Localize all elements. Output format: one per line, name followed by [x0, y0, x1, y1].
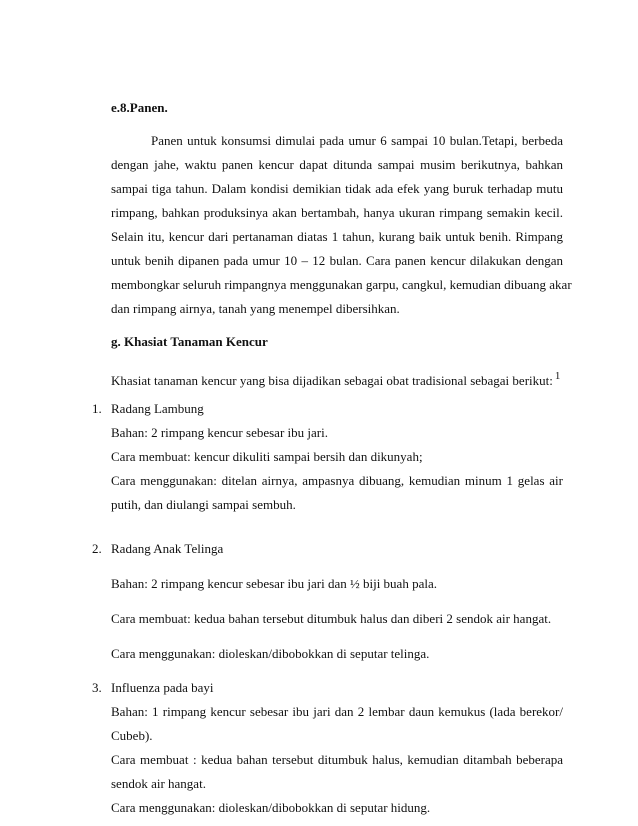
list-item-line: Cara membuat: kedua bahan tersebut ditumbuk halus dan diberi 2 sendok air hangat.	[111, 611, 552, 626]
paragraph-line: Panen untuk konsumsi dimulai pada umur 6 sampai 10 bulan.Tetapi, berbeda	[151, 133, 563, 148]
footnote-marker: 1	[554, 370, 561, 382]
paragraph-line: untuk benih dipanen pada umur 10 – 12 bulan. Cara panen kencur dilakukan dengan	[111, 253, 563, 268]
paragraph-line: sampai tiga tahun. Dalam kondisi demikian tidak ada efek yang buruk terhadap mutu	[111, 181, 563, 196]
section-heading-khasiat: g. Khasiat Tanaman Kencur	[111, 334, 268, 349]
list-item-title: Radang Anak Telinga	[111, 541, 224, 556]
list-number: 2.	[92, 541, 102, 556]
paragraph-line: dengan jahe, waktu panen kencur dapat ditunda sampai musim berikutnya, bahkan	[111, 157, 563, 172]
list-item-line: Cara membuat: kencur dikuliti sampai bersih dan dikunyah;	[111, 449, 423, 464]
list-item-line: sendok air hangat.	[111, 776, 206, 791]
list-item-title: Influenza pada bayi	[111, 680, 214, 695]
list-item-line: Bahan: 1 rimpang kencur sebesar ibu jari dan 2 lembar daun kemukus (lada berekor/	[111, 704, 563, 719]
intro-line	[111, 368, 560, 389]
list-item-line: Cubeb).	[111, 728, 153, 743]
list-item-line: Cara menggunakan: dioleskan/dibobokkan di seputar telinga.	[111, 646, 430, 661]
list-item-line: putih, dan diulangi sampai sembuh.	[111, 497, 296, 512]
paragraph-line: rimpang, bahkan produksinya akan bertambah, hanya ukuran rimpang semakin kecil.	[111, 205, 563, 220]
section-heading-panen: e.8.Panen.	[111, 100, 168, 115]
paragraph-line: dan rimpang airnya, tanah yang menempel dibersihkan.	[111, 301, 400, 316]
list-number: 3.	[92, 680, 102, 695]
intro-text: Khasiat tanaman kencur yang bisa dijadikan sebagai obat tradisional sebagai berikut:	[111, 373, 553, 388]
list-item-line: Cara membuat : kedua bahan tersebut ditumbuk halus, kemudian ditambah beberapa	[111, 752, 563, 767]
list-number: 1.	[92, 401, 102, 416]
paragraph-line: membongkar seluruh rimpangnya menggunakan garpu, cangkul, kemudian dibuang akar	[111, 277, 572, 292]
list-item-line: Bahan: 2 rimpang kencur sebesar ibu jari dan ½ biji buah pala.	[111, 576, 437, 591]
list-item-title: Radang Lambung	[111, 401, 204, 416]
list-item-line: Cara menggunakan: ditelan airnya, ampasnya dibuang, kemudian minum 1 gelas air	[111, 473, 563, 488]
list-item-line: Cara menggunakan: dioleskan/dibobokkan di seputar hidung.	[111, 800, 431, 815]
list-item-line: Bahan: 2 rimpang kencur sebesar ibu jari.	[111, 425, 328, 440]
paragraph-line: Selain itu, kencur dari pertanaman diatas 1 tahun, kurang baik untuk benih. Rimpang	[111, 229, 563, 244]
